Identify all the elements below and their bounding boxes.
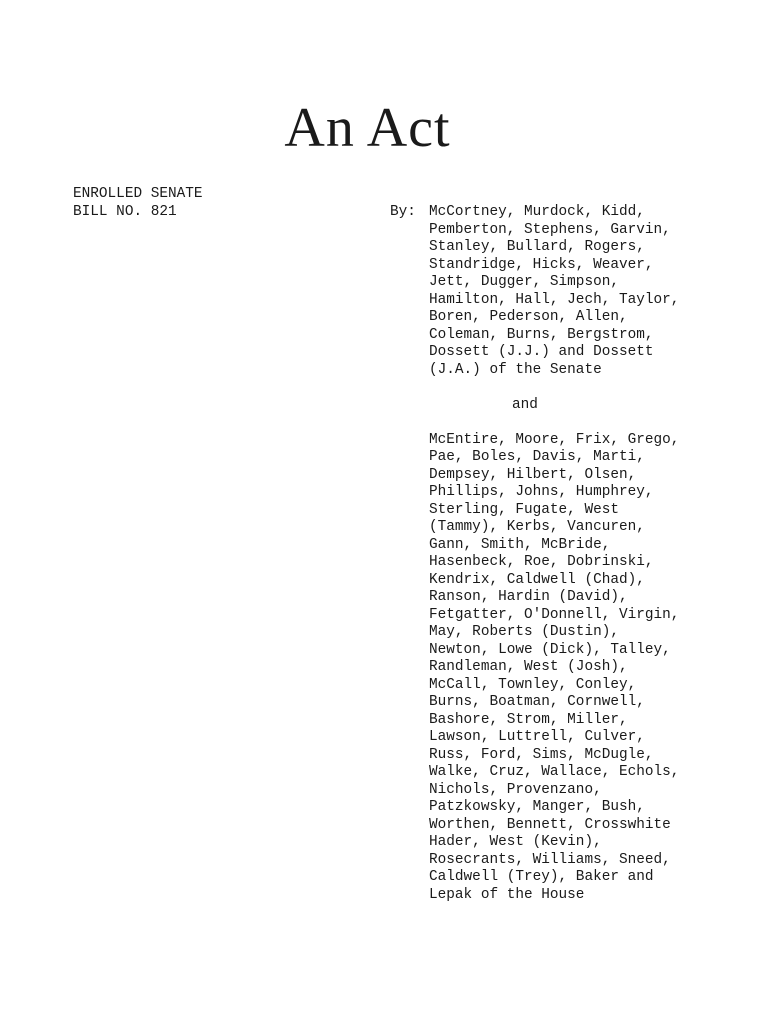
author-line: McCortney, Murdock, Kidd, [429,204,645,220]
author-line: Walke, Cruz, Wallace, Echols, [429,764,680,780]
bill-number: BILL NO. 821 [73,203,177,220]
author-line: Hader, West (Kevin), [429,834,602,850]
author-line: Coleman, Burns, Bergstrom, [429,326,654,343]
senate-authors [429,204,749,379]
author-line: Dempsey, Hilbert, Olsen, [429,466,637,483]
author-line: Pae, Boles, Davis, Marti, [429,449,645,465]
author-line: Kendrix, Caldwell (Chad), [429,571,645,588]
author-line: Lepak of the House [429,886,585,903]
author-line: Fetgatter, O'Donnell, Virgin, [429,606,680,623]
spacer [429,379,749,397]
house-authors [429,432,749,905]
author-line: Ranson, Hardin (David), [429,589,628,605]
author-line: Dossett (J.J.) and Dossett [429,344,654,360]
author-line: May, Roberts (Dustin), [429,624,619,640]
author-line: (Tammy), Kerbs, Vancuren, [429,519,645,535]
authors-block [429,204,749,904]
author-line: Patzkowsky, Manger, Bush, [429,799,645,815]
author-line: Rosecrants, Williams, Sneed, [429,851,671,868]
author-line: McEntire, Moore, Frix, Grego, [429,431,680,448]
author-line: Worthen, Bennett, Crosswhite [429,816,671,833]
author-line: Sterling, Fugate, West [429,501,619,518]
author-line: Burns, Boatman, Cornwell, [429,694,645,710]
author-line: Jett, Dugger, Simpson, [429,274,619,290]
author-line: Gann, Smith, McBride, [429,536,611,553]
by-label: By: [390,204,416,220]
bill-type: ENROLLED SENATE [73,186,203,202]
bill-identifier [73,186,273,221]
spacer [429,414,749,432]
author-line: Standridge, Hicks, Weaver, [429,256,654,273]
author-line: Boren, Pederson, Allen, [429,309,628,325]
author-line: (J.A.) of the Senate [429,361,602,378]
author-line: Phillips, Johns, Humphrey, [429,484,654,500]
author-line: Bashore, Strom, Miller, [429,711,628,728]
author-line: Newton, Lowe (Dick), Talley, [429,641,671,658]
author-line: Pemberton, Stephens, Garvin, [429,221,671,238]
author-line: Stanley, Bullard, Rogers, [429,239,645,255]
author-line: Russ, Ford, Sims, McDugle, [429,746,654,763]
author-line: Hamilton, Hall, Jech, Taylor, [429,291,680,308]
author-line: McCall, Townley, Conley, [429,676,637,693]
author-line: Caldwell (Trey), Baker and [429,869,654,885]
conjunction: and [512,396,538,413]
document-title: An Act [284,97,451,159]
author-line: Hasenbeck, Roe, Dobrinski, [429,554,654,570]
author-line: Randleman, West (Josh), [429,659,628,675]
author-line: Nichols, Provenzano, [429,781,602,798]
author-line: Lawson, Luttrell, Culver, [429,729,645,745]
